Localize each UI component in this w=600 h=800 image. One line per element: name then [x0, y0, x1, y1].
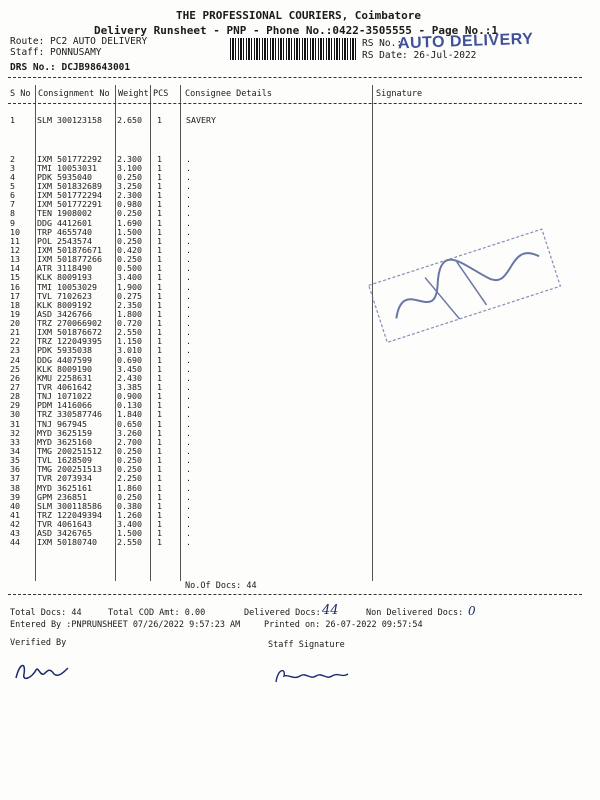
drs-number: DRS No.: DCJB98643001	[10, 62, 131, 73]
row-sno: 2	[10, 153, 15, 164]
row-pcs: 1	[157, 537, 162, 548]
row-consignment: KMU 2258631	[37, 372, 92, 383]
no-of-docs: No.Of Docs: 44	[185, 581, 257, 591]
row-pcs: 1	[157, 510, 162, 520]
row-weight: 3.450	[117, 363, 142, 374]
row-consignment: IXM 501877266	[37, 254, 102, 264]
row-sno: 15	[10, 272, 20, 283]
row-weight: 3.400	[117, 519, 142, 530]
row-consignment: TRZ 122049394	[37, 510, 102, 520]
row-details: .	[186, 519, 191, 530]
printed-on: Printed on: 26-07-2022 09:57:54	[264, 620, 423, 630]
table-row	[0, 484, 600, 493]
row-sno: 16	[10, 281, 20, 292]
row-pcs: 1	[157, 281, 162, 292]
row-details: .	[186, 482, 191, 493]
row-details: .	[186, 180, 191, 191]
row-pcs: 1	[157, 199, 162, 210]
row-details: .	[186, 491, 191, 502]
row-sno: 19	[10, 308, 20, 319]
row-sno: 18	[10, 299, 20, 310]
row-consignment: SLM 300118586	[37, 500, 102, 511]
row-weight: 0.250	[117, 208, 142, 219]
row-details: .	[186, 336, 191, 347]
row-sno: 30	[10, 409, 20, 420]
row-weight: 2.250	[117, 473, 142, 484]
row-weight: 1.860	[117, 482, 142, 493]
row-sno: 14	[10, 263, 20, 274]
row-consignment: IXM 501772292	[37, 153, 102, 164]
verified-by-label: Verified By	[10, 638, 67, 648]
row-details: .	[186, 510, 191, 520]
staff-signature	[272, 664, 352, 688]
row-sno: 17	[10, 290, 20, 301]
row-sno: 32	[10, 427, 20, 438]
row-weight: 0.980	[117, 199, 142, 210]
row-details: .	[186, 464, 191, 475]
row-weight: 2.300	[117, 190, 142, 201]
rs-date: RS Date: 26-Jul-2022	[362, 50, 477, 61]
row-weight: 2.550	[117, 537, 142, 548]
entered-by: Entered By :PNPRUNSHEET 07/26/2022 9:57:23 AM	[10, 620, 241, 630]
row-sno: 22	[10, 336, 20, 347]
row-sno: 21	[10, 327, 20, 338]
header-signature: Signature	[376, 89, 423, 99]
divider	[8, 77, 582, 78]
row-sno: 6	[10, 190, 15, 201]
row-weight: 2.300	[117, 153, 142, 164]
row-pcs: 1	[157, 217, 162, 228]
row-weight: 0.250	[117, 464, 142, 475]
row-weight: 3.250	[117, 180, 142, 191]
row-sno: 43	[10, 528, 20, 539]
row-pcs: 1	[157, 363, 162, 374]
row-pcs: 1	[157, 455, 162, 466]
row-pcs: 1	[157, 491, 162, 502]
row-sno: 42	[10, 519, 20, 530]
row-weight: 0.250	[117, 254, 142, 264]
row-pcs: 1	[157, 528, 162, 539]
table-row	[0, 538, 600, 547]
row-consignment: TVR 2073934	[37, 473, 92, 484]
row-details: .	[186, 308, 191, 319]
row-weight: 0.720	[117, 318, 142, 328]
row-sno: 28	[10, 391, 20, 402]
row-consignment: ASD 3426766	[37, 308, 92, 319]
row-details: .	[186, 363, 191, 374]
row-pcs: 1	[157, 263, 162, 274]
row-sno: 27	[10, 382, 20, 392]
row-consignment: DDG 4407599	[37, 354, 92, 365]
row-pcs: 1	[157, 482, 162, 493]
row-pcs: 1	[157, 226, 162, 237]
row-consignment: TVR 4061643	[37, 519, 92, 530]
row-sno: 25	[10, 363, 20, 374]
row-sno: 7	[10, 199, 15, 210]
row-consignment: TVR 4061642	[37, 382, 92, 392]
row-details: .	[186, 436, 191, 447]
header-weight: Weight	[118, 89, 149, 99]
row-consignment: IXM 501772294	[37, 190, 102, 201]
row-pcs: 1	[157, 418, 162, 429]
row-consignment: ATR 3118490	[37, 263, 92, 274]
row-details: .	[186, 473, 191, 484]
row-weight: 0.420	[117, 244, 142, 255]
row-pcs: 1	[157, 244, 162, 255]
row-consignment: ASD 3426765	[37, 528, 92, 539]
row-details: .	[186, 199, 191, 210]
row-consignment: TMI 10053031	[37, 162, 97, 173]
row-consignment: DDG 4412601	[37, 217, 92, 228]
row-pcs: 1	[157, 235, 162, 246]
row-consignment: TRZ 270066902	[37, 318, 102, 328]
row-consignment: TRZ 122049395	[37, 336, 102, 347]
row-pcs: 1	[157, 162, 162, 173]
row-sno: 37	[10, 473, 20, 484]
row-details: .	[186, 171, 191, 182]
row-sno: 36	[10, 464, 20, 475]
row-details: .	[186, 500, 191, 511]
row-consignment: IXM 501772291	[37, 199, 102, 210]
staff-label: Staff: PONNUSAMY	[10, 47, 102, 58]
verified-by-signature	[12, 656, 72, 686]
row-consignment: MYD 3625159	[37, 427, 92, 438]
row-weight: 0.500	[117, 263, 142, 274]
row-details: .	[186, 345, 191, 356]
row-consignment: IXM 501832689	[37, 180, 102, 191]
row-consignment: TNJ 967945	[37, 418, 87, 429]
row-pcs: 1	[157, 299, 162, 310]
staff-signature-label: Staff Signature	[268, 640, 345, 650]
row-sno: 5	[10, 180, 15, 191]
row-pcs: 1	[157, 382, 162, 392]
route-label: Route: PC2 AUTO DELIVERY	[10, 36, 148, 47]
total-docs: Total Docs: 44	[10, 608, 82, 618]
rs-number: RS No.:	[362, 38, 403, 49]
row-sno: 13	[10, 254, 20, 264]
row-weight: 3.385	[117, 382, 142, 392]
row-pcs: 1	[157, 400, 162, 411]
row-weight: 1.840	[117, 409, 142, 420]
row-weight: 1.500	[117, 226, 142, 237]
row-weight: 1.260	[117, 510, 142, 520]
row-details: .	[186, 244, 191, 255]
row-details: .	[186, 327, 191, 338]
row-sno: 40	[10, 500, 20, 511]
row-weight: 3.260	[117, 427, 142, 438]
row-sno: 11	[10, 235, 20, 246]
row-pcs: 1	[157, 327, 162, 338]
row-pcs: 1	[157, 290, 162, 301]
row-consignment: KLK 8009192	[37, 299, 92, 310]
company-title: THE PROFESSIONAL COURIERS, Coimbatore	[176, 9, 422, 22]
row-sno: 4	[10, 171, 15, 182]
header-consignment: Consignment No	[38, 89, 110, 99]
row-pcs: 1	[157, 473, 162, 484]
row-pcs: 1	[157, 354, 162, 365]
row-weight: 0.275	[117, 290, 142, 301]
row-consignment: PDK 5935040	[37, 171, 92, 182]
row-details: .	[186, 190, 191, 201]
row-weight: 1.800	[117, 308, 142, 319]
header-pcs: PCS	[153, 89, 169, 99]
runsheet-subtitle: Delivery Runsheet - PNP - Phone No.:0422-3505555 - Page No.:1	[94, 24, 498, 37]
row-consignment: PDK 5935038	[37, 345, 92, 356]
row-weight: 0.900	[117, 391, 142, 402]
delivered-count-handwritten: 44	[322, 603, 339, 618]
barcode	[230, 38, 358, 60]
row-pcs: 1	[157, 427, 162, 438]
row-consignment: TNJ 1071022	[37, 391, 92, 402]
row-details: .	[186, 382, 191, 392]
row-sno: 35	[10, 455, 20, 466]
row-details: .	[186, 290, 191, 301]
row-consignment: SLM 300123158	[37, 115, 102, 125]
row-weight: 2.550	[117, 327, 142, 338]
row-sno: 8	[10, 208, 15, 219]
row-sno: 31	[10, 418, 20, 429]
row-details: .	[186, 153, 191, 164]
row-sno: 12	[10, 244, 20, 255]
row-details: .	[186, 226, 191, 237]
non-delivered-docs: Non Delivered Docs:	[366, 608, 464, 618]
row-pcs: 1	[157, 308, 162, 319]
row-pcs: 1	[157, 171, 162, 182]
row-consignment: TEN 1908002	[37, 208, 92, 219]
auto-delivery-stamp: AUTO DELIVERY	[397, 30, 534, 53]
divider	[8, 594, 582, 595]
row-details: .	[186, 409, 191, 420]
row-consignment: TRP 4655740	[37, 226, 92, 237]
row-pcs: 1	[157, 208, 162, 219]
row-weight: 1.690	[117, 217, 142, 228]
row-sno: 23	[10, 345, 20, 356]
row-pcs: 1	[157, 180, 162, 191]
row-consignment: MYD 3625160	[37, 436, 92, 447]
row-weight: 3.400	[117, 272, 142, 283]
delivered-docs: Delivered Docs:	[244, 608, 321, 618]
row-sno: 10	[10, 226, 20, 237]
row-details: .	[186, 528, 191, 539]
row-consignment: MYD 3625161	[37, 482, 92, 493]
row-sno: 39	[10, 491, 20, 502]
row-weight: 3.100	[117, 162, 142, 173]
row-consignment: TVL 7102623	[37, 290, 92, 301]
row-pcs: 1	[157, 464, 162, 475]
row-sno: 20	[10, 318, 20, 328]
row-sno: 38	[10, 482, 20, 493]
row-details: .	[186, 162, 191, 173]
total-cod: Total COD Amt: 0.00	[108, 608, 206, 618]
row-sno: 9	[10, 217, 15, 228]
row-weight: 0.130	[117, 400, 142, 411]
row-details: SAVERY	[186, 115, 216, 125]
row-consignment: TVL 1628509	[37, 455, 92, 466]
row-details: .	[186, 217, 191, 228]
row-weight: 1.150	[117, 336, 142, 347]
row-details: .	[186, 354, 191, 365]
row-consignment: PDM 1416066	[37, 400, 92, 411]
row-details: .	[186, 318, 191, 328]
row-pcs: 1	[157, 345, 162, 356]
row-pcs: 1	[157, 336, 162, 347]
row-pcs: 1	[157, 409, 162, 420]
row-consignment: TRZ 330587746	[37, 409, 102, 420]
row-weight: 0.250	[117, 171, 142, 182]
row-consignment: TMG 200251513	[37, 464, 102, 475]
row-details: .	[186, 299, 191, 310]
divider	[8, 103, 582, 104]
row-details: .	[186, 537, 191, 548]
row-weight: 1.900	[117, 281, 142, 292]
row-pcs: 1	[157, 372, 162, 383]
row-sno: 33	[10, 436, 20, 447]
row-sno: 1	[10, 115, 15, 125]
row-consignment: IXM 50180740	[37, 537, 97, 548]
table-row	[0, 116, 600, 125]
row-weight: 2.430	[117, 372, 142, 383]
row-weight: 0.250	[117, 491, 142, 502]
row-pcs: 1	[157, 254, 162, 264]
non-delivered-count-handwritten: 0	[468, 604, 476, 618]
row-consignment: KLK 8009193	[37, 272, 92, 283]
row-consignment: GPM 236851	[37, 491, 87, 502]
row-pcs: 1	[157, 318, 162, 328]
row-consignment: KLK 8009190	[37, 363, 92, 374]
row-pcs: 1	[157, 272, 162, 283]
row-weight: 0.690	[117, 354, 142, 365]
row-weight: 2.700	[117, 436, 142, 447]
row-pcs: 1	[157, 446, 162, 456]
row-details: .	[186, 400, 191, 411]
row-details: .	[186, 455, 191, 466]
row-weight: 0.250	[117, 455, 142, 466]
header-consignee: Consignee Details	[185, 89, 272, 99]
table-row	[0, 410, 600, 419]
row-details: .	[186, 208, 191, 219]
row-pcs: 1	[157, 391, 162, 402]
row-details: .	[186, 235, 191, 246]
row-consignment: TMG 200251512	[37, 446, 102, 456]
row-details: .	[186, 391, 191, 402]
row-details: .	[186, 418, 191, 429]
row-details: .	[186, 446, 191, 456]
row-sno: 44	[10, 537, 20, 548]
row-details: .	[186, 254, 191, 264]
row-weight: 2.350	[117, 299, 142, 310]
row-weight: 0.250	[117, 446, 142, 456]
row-pcs: 1	[157, 519, 162, 530]
header-sno: S No	[10, 89, 31, 99]
row-pcs: 1	[157, 190, 162, 201]
row-details: .	[186, 263, 191, 274]
row-weight: 0.250	[117, 235, 142, 246]
row-sno: 41	[10, 510, 20, 520]
row-pcs: 1	[157, 436, 162, 447]
row-pcs: 1	[157, 153, 162, 164]
row-details: .	[186, 427, 191, 438]
row-weight: 1.500	[117, 528, 142, 539]
row-consignment: TMI 10053029	[37, 281, 97, 292]
row-consignment: IXM 501876672	[37, 327, 102, 338]
row-sno: 24	[10, 354, 20, 365]
row-weight: 2.650	[117, 115, 142, 125]
row-pcs: 1	[157, 115, 162, 125]
row-details: .	[186, 372, 191, 383]
row-details: .	[186, 281, 191, 292]
row-weight: 3.010	[117, 345, 142, 356]
row-sno: 3	[10, 162, 15, 173]
row-consignment: POL 2543574	[37, 235, 92, 246]
row-sno: 29	[10, 400, 20, 411]
row-sno: 34	[10, 446, 20, 456]
row-sno: 26	[10, 372, 20, 383]
row-pcs: 1	[157, 500, 162, 511]
row-weight: 0.650	[117, 418, 142, 429]
row-details: .	[186, 272, 191, 283]
row-consignment: IXM 501876671	[37, 244, 102, 255]
row-weight: 0.380	[117, 500, 142, 511]
